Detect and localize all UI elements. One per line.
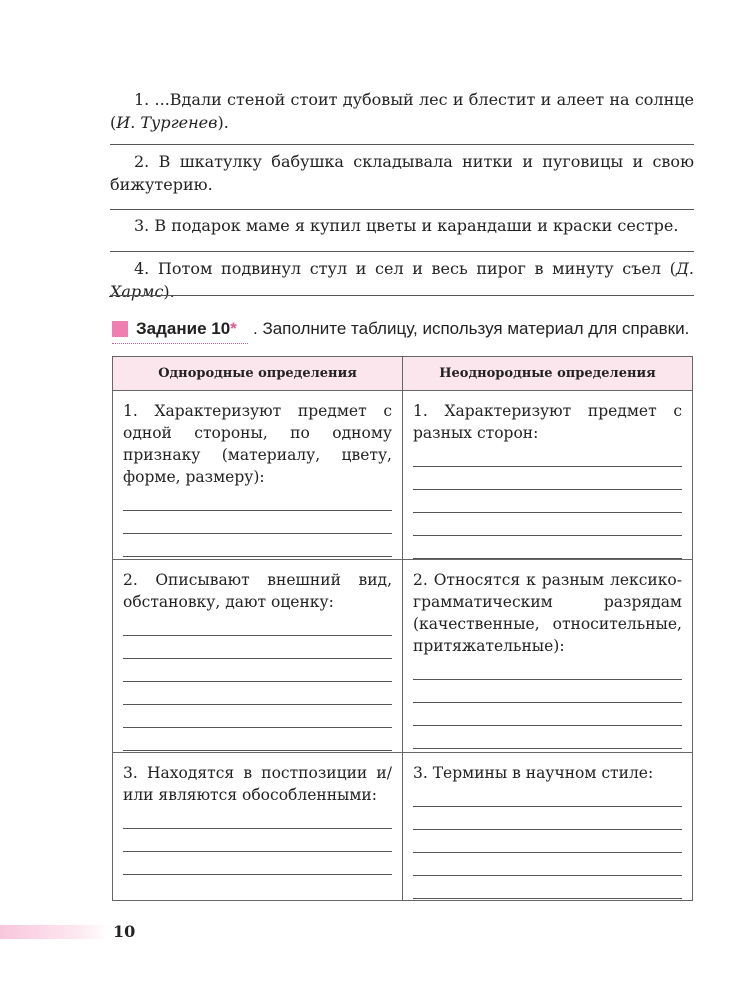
page-decoration-band	[0, 925, 108, 939]
table-header-row	[113, 357, 693, 391]
answer-line[interactable]	[413, 513, 682, 536]
answer-line[interactable]	[110, 295, 694, 296]
table-cell	[113, 560, 403, 753]
answer-line[interactable]	[413, 726, 682, 749]
table-row	[113, 391, 693, 560]
answer-line[interactable]	[123, 852, 392, 875]
answer-line[interactable]	[413, 876, 682, 899]
answer-line[interactable]	[110, 209, 694, 210]
table-row	[113, 753, 693, 901]
answer-line[interactable]	[413, 807, 682, 830]
task-header	[112, 316, 702, 344]
table-cell	[403, 391, 693, 560]
cell-text: 1. Характеризуют предмет с разных сторон:	[413, 402, 682, 442]
cell-text: 1. Характеризуют предмет с одной стороны, по одному признаку (материалу, цвету, форме, размеру):	[123, 402, 392, 486]
answer-line[interactable]	[123, 829, 392, 852]
cell-text: 3. Находятся в постпозиции и/или являются обособленными:	[123, 764, 392, 804]
answer-line[interactable]	[123, 488, 392, 511]
answer-line[interactable]	[123, 705, 392, 728]
sentence-2-text: 2. В шкатулку бабушка складывала нитки и пуговицы и свою бижутерию.	[110, 152, 694, 194]
answer-line[interactable]	[413, 680, 682, 703]
sentence-4-text: 4. Потом подвинул стул и сел и весь пирог в минуту съел (	[134, 259, 676, 278]
sentence-1	[110, 88, 694, 134]
answer-line[interactable]	[123, 636, 392, 659]
answer-line[interactable]	[110, 144, 694, 145]
sentence-1-text: 1. ...Вдали стеной стоит дубовый лес и блестит и алеет на солнце (	[110, 90, 694, 132]
header-heterogeneous: Неоднородные определения	[403, 357, 693, 391]
sentence-3	[110, 214, 694, 237]
page-number: 10	[113, 922, 136, 941]
answer-line[interactable]	[413, 853, 682, 876]
table-cell	[113, 391, 403, 560]
task-title: Задание 10*	[136, 319, 237, 338]
answer-line[interactable]	[413, 657, 682, 680]
sentence-1-author: И. Тургенев	[116, 113, 218, 132]
header-homogeneous: Однородные определения	[113, 357, 403, 391]
task-marker-icon	[112, 321, 128, 337]
answer-line[interactable]	[413, 536, 682, 559]
cell-text: 2. Относятся к разным лексико-грамматическим разрядам (качественные, относительные, притяжательные):	[413, 571, 682, 655]
answer-line[interactable]	[123, 511, 392, 534]
answer-line[interactable]	[123, 682, 392, 705]
sentence-1-end: ).	[217, 113, 229, 132]
task-instruction: . Заполните таблицу, используя материал для справки.	[253, 319, 690, 338]
answer-line[interactable]	[123, 659, 392, 682]
cell-text: 3. Термины в научном стиле:	[413, 764, 654, 782]
answer-line[interactable]	[123, 806, 392, 829]
answer-line[interactable]	[413, 467, 682, 490]
answer-line[interactable]	[110, 251, 694, 252]
cell-text: 2. Описывают внешний вид, обстановку, дают оценку:	[123, 571, 392, 611]
answer-line[interactable]	[123, 534, 392, 557]
table-cell	[403, 753, 693, 901]
answer-line[interactable]	[413, 444, 682, 467]
answer-line[interactable]	[123, 728, 392, 751]
answer-line[interactable]	[413, 830, 682, 853]
answer-line[interactable]	[413, 784, 682, 807]
sentence-3-text: 3. В подарок маме я купил цветы и карандаши и краски сестре.	[134, 216, 679, 235]
definitions-table	[112, 356, 693, 901]
answer-line[interactable]	[413, 490, 682, 513]
sentence-4-end: ).	[163, 282, 175, 301]
table-cell	[403, 560, 693, 753]
sentence-2	[110, 150, 694, 196]
task-star: *	[230, 319, 237, 338]
sentence-4	[110, 257, 694, 303]
table-cell	[113, 753, 403, 901]
answer-line[interactable]	[123, 613, 392, 636]
sentence-4-author: Д. Хармс	[110, 259, 694, 301]
answer-line[interactable]	[413, 703, 682, 726]
table-row	[113, 560, 693, 753]
task-title-underline	[112, 343, 248, 344]
